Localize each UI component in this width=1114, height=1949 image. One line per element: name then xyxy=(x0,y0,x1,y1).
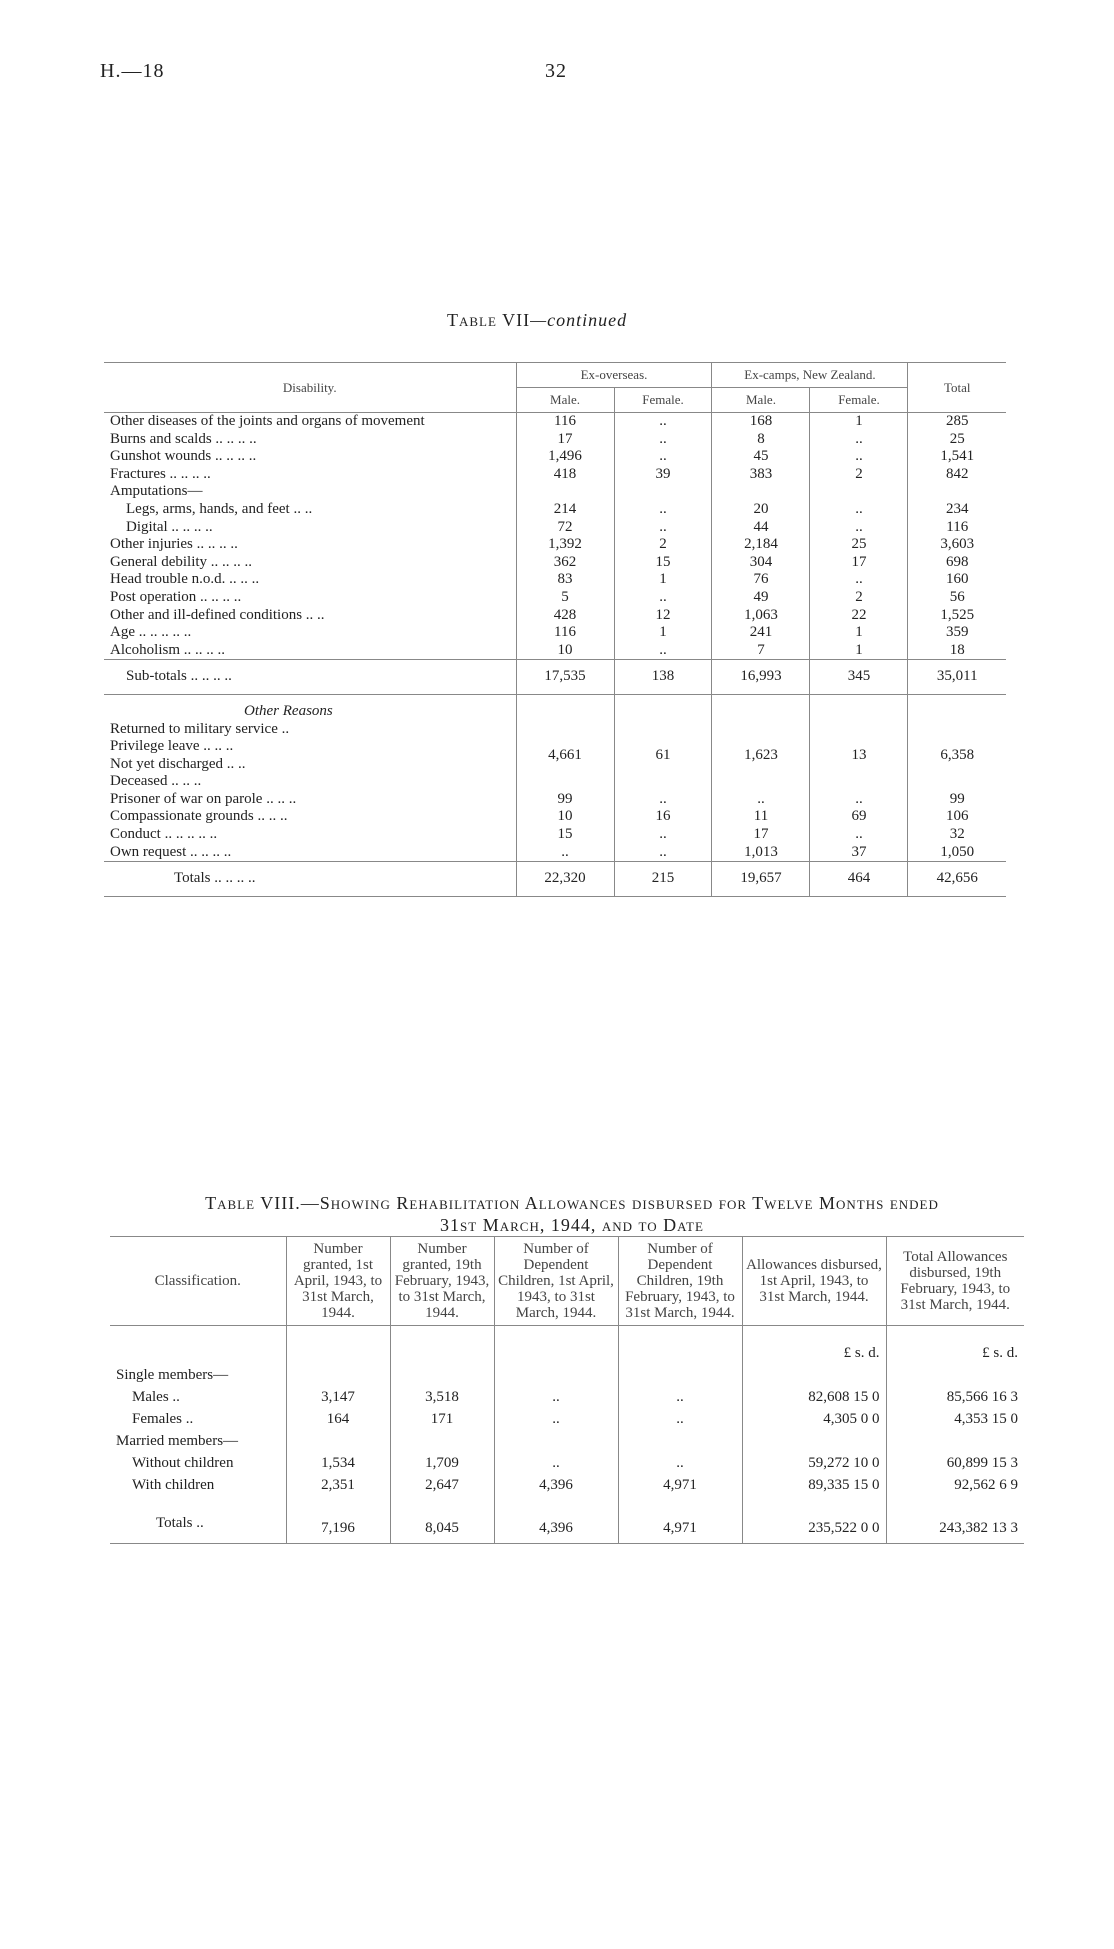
cell: 171 xyxy=(390,1408,494,1430)
cell: 39 xyxy=(614,466,712,484)
row-label: Other injuries .. .. .. .. xyxy=(110,536,238,553)
table-row xyxy=(104,607,1006,625)
cell: .. xyxy=(614,413,712,431)
table-row xyxy=(110,1474,1024,1496)
cell xyxy=(742,1430,886,1452)
table7-header-ex-camps: Ex-camps, New Zealand. xyxy=(712,363,908,388)
row-label: Other and ill-defined conditions .. .. xyxy=(110,606,325,623)
grouped-labels xyxy=(104,721,516,791)
cell: 428 xyxy=(516,607,614,625)
cell xyxy=(908,483,1006,501)
cell: 1 xyxy=(810,624,908,642)
cell xyxy=(614,483,712,501)
cell: .. xyxy=(810,571,908,589)
table-row xyxy=(104,571,1006,589)
table-row-grouped xyxy=(104,721,1006,791)
table8-header-col3: Number of Dependent Children, 1st April, 1943, to 31st March, 1944. xyxy=(494,1237,618,1326)
cell: 164 xyxy=(286,1408,390,1430)
cell: 60,899 15 3 xyxy=(886,1452,1024,1474)
row-label: Head trouble n.o.d. .. .. .. xyxy=(110,571,260,588)
table7-caption-suffix: —continued xyxy=(530,310,628,330)
table-row xyxy=(104,791,1006,809)
cell: 25 xyxy=(908,431,1006,449)
table8-header-col4: Number of Dependent Children, 19th February, 1943, to 31st March, 1944. xyxy=(618,1237,742,1326)
cell: 842 xyxy=(908,466,1006,484)
cell xyxy=(886,1364,1024,1386)
row-label: Burns and scalds .. .. .. .. xyxy=(110,430,257,447)
cell xyxy=(742,1364,886,1386)
cell: 1,709 xyxy=(390,1452,494,1474)
cell: .. xyxy=(614,791,712,809)
cell: .. xyxy=(614,431,712,449)
table7-totals xyxy=(104,862,1006,897)
cell: 464 xyxy=(810,862,908,897)
page-reference: H.—18 xyxy=(100,60,165,82)
table8-header-col5: Allowances disbursed, 1st April, 1943, to 31st March, 1944. xyxy=(742,1237,886,1326)
table8-caption-line1: Table VIII.—Showing Rehabilitation Allowances disbursed for Twelve Months ended xyxy=(205,1193,939,1213)
row-label: Gunshot wounds .. .. .. .. xyxy=(110,448,257,465)
cell: 15 xyxy=(614,554,712,572)
row-label: Post operation .. .. .. .. xyxy=(110,588,242,605)
row-label: Married members— xyxy=(116,1433,239,1449)
row-label: Fractures .. .. .. .. xyxy=(110,465,211,482)
row-label: Alcoholism .. .. .. .. xyxy=(110,641,225,658)
cell: 168 xyxy=(712,413,810,431)
cell: 92,562 6 9 xyxy=(886,1474,1024,1496)
cell: .. xyxy=(810,501,908,519)
cell: 234 xyxy=(908,501,1006,519)
row-label: Females .. xyxy=(132,1411,194,1427)
table-row xyxy=(104,431,1006,449)
table7-other-reasons xyxy=(104,694,1006,790)
row-label: Amputations— xyxy=(110,483,203,500)
table-row xyxy=(104,642,1006,660)
cell xyxy=(712,483,810,501)
cell: 362 xyxy=(516,554,614,572)
cell: 138 xyxy=(614,660,712,695)
cell: 2 xyxy=(614,536,712,554)
cell xyxy=(516,483,614,501)
table-row xyxy=(104,624,1006,642)
cell: 61 xyxy=(614,721,712,791)
row-label: Conduct .. .. .. .. .. xyxy=(110,826,218,843)
cell: 8 xyxy=(712,431,810,449)
cell: 7 xyxy=(712,642,810,660)
page-number: 32 xyxy=(545,60,567,82)
cell xyxy=(810,483,908,501)
cell: 37 xyxy=(810,844,908,862)
cell: 345 xyxy=(810,660,908,695)
row-label: Totals .. .. .. .. xyxy=(174,870,256,887)
cell: 1,392 xyxy=(516,536,614,554)
table-row xyxy=(104,466,1006,484)
cell: 1,534 xyxy=(286,1452,390,1474)
table-row xyxy=(104,536,1006,554)
cell: 1 xyxy=(614,571,712,589)
table7-subtotals xyxy=(104,660,1006,695)
cell xyxy=(886,1430,1024,1452)
row-label: With children xyxy=(132,1477,215,1493)
cell: .. xyxy=(810,448,908,466)
cell: 3,147 xyxy=(286,1386,390,1408)
cell: 16,993 xyxy=(712,660,810,695)
cell xyxy=(390,1430,494,1452)
table-row xyxy=(104,808,1006,826)
cell: 42,656 xyxy=(908,862,1006,897)
cell: .. xyxy=(494,1386,618,1408)
cell xyxy=(286,1430,390,1452)
row-label: Privilege leave .. .. .. xyxy=(110,738,234,755)
row-label: Single members— xyxy=(116,1367,229,1383)
cell: 2 xyxy=(810,589,908,607)
cell: 13 xyxy=(810,721,908,791)
table8-totals xyxy=(110,1496,1024,1544)
table-row xyxy=(104,554,1006,572)
cell: 1,050 xyxy=(908,844,1006,862)
other-reasons-heading: Other Reasons xyxy=(244,702,333,719)
cell: 45 xyxy=(712,448,810,466)
cell: 241 xyxy=(712,624,810,642)
cell: .. xyxy=(494,1452,618,1474)
cell: 4,971 xyxy=(618,1474,742,1496)
cell: .. xyxy=(516,844,614,862)
table8-caption xyxy=(112,1192,1032,1236)
cell: 160 xyxy=(908,571,1006,589)
cell: 8,045 xyxy=(390,1512,494,1544)
table-row xyxy=(104,519,1006,537)
table7-body xyxy=(104,413,1006,660)
cell: .. xyxy=(810,826,908,844)
cell: 1,496 xyxy=(516,448,614,466)
table7-caption-prefix: Table VII xyxy=(447,310,531,330)
row-label: Not yet discharged .. .. xyxy=(110,755,246,772)
table8-header-classification: Classification. xyxy=(154,1273,241,1289)
table-row xyxy=(104,501,1006,519)
money-units: £ s. d. xyxy=(742,1342,886,1364)
cell: 17 xyxy=(810,554,908,572)
cell: 19,657 xyxy=(712,862,810,897)
cell: 383 xyxy=(712,466,810,484)
cell: 1,541 xyxy=(908,448,1006,466)
cell: 1,623 xyxy=(712,721,810,791)
cell: 6,358 xyxy=(908,721,1006,791)
table8-rows xyxy=(110,1364,1024,1496)
cell: 85,566 16 3 xyxy=(886,1386,1024,1408)
cell: 1 xyxy=(614,624,712,642)
table-row xyxy=(110,1386,1024,1408)
cell: 15 xyxy=(516,826,614,844)
cell: 3,603 xyxy=(908,536,1006,554)
cell: 17 xyxy=(516,431,614,449)
cell: .. xyxy=(614,642,712,660)
table7-header-female: Female. xyxy=(614,388,712,413)
table8-header-col1: Number granted, 1st April, 1943, to 31st March, 1944. xyxy=(286,1237,390,1326)
cell: 2,184 xyxy=(712,536,810,554)
cell: 76 xyxy=(712,571,810,589)
cell: 106 xyxy=(908,808,1006,826)
table-row xyxy=(104,660,1006,695)
cell: 59,272 10 0 xyxy=(742,1452,886,1474)
table7-caption xyxy=(447,310,627,331)
table7-header-disability: Disability. xyxy=(282,379,337,395)
cell: 2,351 xyxy=(286,1474,390,1496)
cell: 99 xyxy=(516,791,614,809)
cell: 116 xyxy=(516,413,614,431)
cell: 22 xyxy=(810,607,908,625)
cell: .. xyxy=(614,826,712,844)
table8-body xyxy=(110,1326,1024,1365)
cell xyxy=(494,1364,618,1386)
cell xyxy=(286,1364,390,1386)
row-label: Prisoner of war on parole .. .. .. xyxy=(110,790,297,807)
cell: 1,525 xyxy=(908,607,1006,625)
table-row xyxy=(104,589,1006,607)
cell: 304 xyxy=(712,554,810,572)
cell: .. xyxy=(614,448,712,466)
table-row xyxy=(110,1364,1024,1386)
table-row xyxy=(104,413,1006,431)
cell: 32 xyxy=(908,826,1006,844)
table-row xyxy=(104,694,1006,720)
table-row xyxy=(104,483,1006,501)
cell: .. xyxy=(618,1408,742,1430)
row-label: Own request .. .. .. .. xyxy=(110,843,232,860)
table7 xyxy=(104,362,1006,897)
cell: 69 xyxy=(810,808,908,826)
cell: 72 xyxy=(516,519,614,537)
cell: 3,518 xyxy=(390,1386,494,1408)
cell: 16 xyxy=(614,808,712,826)
table-row xyxy=(104,448,1006,466)
table7-header-female: Female. xyxy=(810,388,908,413)
cell xyxy=(494,1430,618,1452)
cell: 17 xyxy=(712,826,810,844)
cell xyxy=(390,1364,494,1386)
cell: 10 xyxy=(516,642,614,660)
row-label: Totals .. xyxy=(156,1515,204,1531)
cell: 4,353 15 0 xyxy=(886,1408,1024,1430)
row-label: Digital .. .. .. .. xyxy=(126,518,213,535)
cell: 44 xyxy=(712,519,810,537)
money-units: £ s. d. xyxy=(886,1342,1024,1364)
cell: 99 xyxy=(908,791,1006,809)
cell: 1 xyxy=(810,642,908,660)
table8 xyxy=(110,1236,1024,1544)
cell: 82,608 15 0 xyxy=(742,1386,886,1408)
cell: 243,382 13 3 xyxy=(886,1512,1024,1544)
table7-header-ex-overseas: Ex-overseas. xyxy=(516,363,712,388)
table8-header-col2: Number granted, 19th February, 1943, to 31st March, 1944. xyxy=(390,1237,494,1326)
table-row xyxy=(110,1342,1024,1364)
table8-header-col6: Total Allowances disbursed, 19th February, 1943, to 31st March, 1944. xyxy=(886,1237,1024,1326)
cell: 5 xyxy=(516,589,614,607)
row-label: Age .. .. .. .. .. xyxy=(110,624,192,641)
cell: 285 xyxy=(908,413,1006,431)
cell: 418 xyxy=(516,466,614,484)
row-label: Other diseases of the joints and organs of movement xyxy=(110,413,425,429)
cell: .. xyxy=(494,1408,618,1430)
cell: 2 xyxy=(810,466,908,484)
cell: 359 xyxy=(908,624,1006,642)
table7-header-male: Male. xyxy=(712,388,810,413)
table7-header-total: Total xyxy=(908,363,1006,413)
cell: .. xyxy=(810,791,908,809)
cell: 214 xyxy=(516,501,614,519)
cell: 4,305 0 0 xyxy=(742,1408,886,1430)
cell: 35,011 xyxy=(908,660,1006,695)
cell: 56 xyxy=(908,589,1006,607)
cell: 83 xyxy=(516,571,614,589)
cell: 89,335 15 0 xyxy=(742,1474,886,1496)
cell: 49 xyxy=(712,589,810,607)
row-label: Sub-totals .. .. .. .. xyxy=(126,668,232,685)
cell: 4,661 xyxy=(516,721,614,791)
cell: 12 xyxy=(614,607,712,625)
cell: 25 xyxy=(810,536,908,554)
table-row xyxy=(110,1452,1024,1474)
row-label: Compassionate grounds .. .. .. xyxy=(110,808,288,825)
cell: 698 xyxy=(908,554,1006,572)
row-label: General debility .. .. .. .. xyxy=(110,553,253,570)
cell xyxy=(618,1430,742,1452)
cell: .. xyxy=(614,501,712,519)
cell: 215 xyxy=(614,862,712,897)
cell: 1,013 xyxy=(712,844,810,862)
row-label: Males .. xyxy=(132,1389,180,1405)
row-label: Without children xyxy=(132,1455,234,1471)
cell: .. xyxy=(810,519,908,537)
table-row xyxy=(104,862,1006,897)
cell: 2,647 xyxy=(390,1474,494,1496)
row-label: Legs, arms, hands, and feet .. .. xyxy=(126,500,313,517)
cell: 235,522 0 0 xyxy=(742,1512,886,1544)
table7-body-b xyxy=(104,791,1006,862)
table-row xyxy=(110,1430,1024,1452)
cell: .. xyxy=(618,1386,742,1408)
row-label: Returned to military service .. xyxy=(110,720,290,737)
cell: 1 xyxy=(810,413,908,431)
cell: 17,535 xyxy=(516,660,614,695)
table-row xyxy=(104,826,1006,844)
cell: .. xyxy=(618,1452,742,1474)
cell: 11 xyxy=(712,808,810,826)
cell: 4,971 xyxy=(618,1512,742,1544)
cell: 1,063 xyxy=(712,607,810,625)
cell: 4,396 xyxy=(494,1474,618,1496)
row-label: Deceased .. .. .. xyxy=(110,773,202,790)
table-row xyxy=(110,1512,1024,1544)
cell: 116 xyxy=(516,624,614,642)
cell: .. xyxy=(810,431,908,449)
cell: 22,320 xyxy=(516,862,614,897)
cell: .. xyxy=(614,844,712,862)
cell: 116 xyxy=(908,519,1006,537)
cell: 20 xyxy=(712,501,810,519)
table-row xyxy=(104,844,1006,862)
table-row xyxy=(110,1408,1024,1430)
table7-header-male: Male. xyxy=(516,388,614,413)
table8-caption-line2: 31st March, 1944, and to Date xyxy=(440,1215,704,1235)
cell: .. xyxy=(614,519,712,537)
cell xyxy=(618,1364,742,1386)
cell: 7,196 xyxy=(286,1512,390,1544)
cell: 4,396 xyxy=(494,1512,618,1544)
cell: .. xyxy=(614,589,712,607)
cell: 10 xyxy=(516,808,614,826)
cell: .. xyxy=(712,791,810,809)
cell: 18 xyxy=(908,642,1006,660)
